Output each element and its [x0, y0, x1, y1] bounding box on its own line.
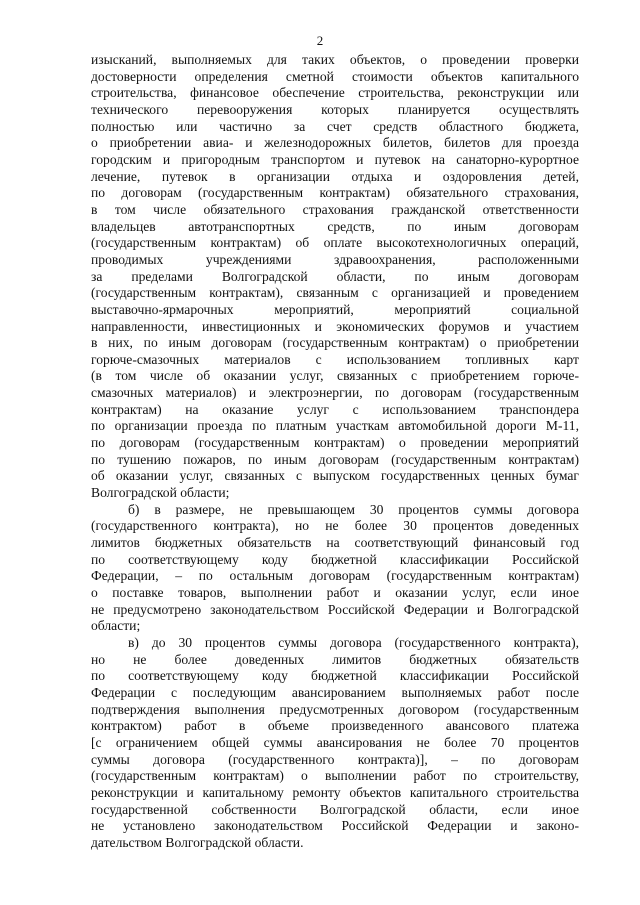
text-line: контрактом) работ в объеме произведенного авансового платежа [91, 718, 579, 734]
text-line: (государственным контрактам) о выполнении работ по строительству, [91, 768, 579, 784]
text-line: реконструкции и капитальному ремонту объектов капитального строительства [91, 784, 579, 800]
text-line: (государственного контракта), но не более 30 процентов доведенных [91, 518, 579, 534]
text-line: лечение, путевок в организации отдыха и оздоровления детей, [91, 168, 579, 184]
text-line: не установлено законодательством Российской Федерации и законо- [91, 818, 579, 834]
text-line: горюче-смазочных материалов с использованием топливных карт [91, 351, 579, 367]
text-line: подтверждения выполнения предусмотренных договором (государственным [91, 701, 579, 717]
text-line: Федерации с последующим авансированием выполняемых работ после [91, 684, 579, 700]
text-line: (в том числе об оказании услуг, связанных с приобретением горюче- [91, 368, 579, 384]
text-line: смазочных материалов) и электроэнергии, по договорам (государственным [91, 385, 579, 401]
text-line: в том числе обязательного страхования гражданской ответственности [91, 201, 579, 217]
text-line: Волгоградской области; [91, 485, 230, 501]
text-line: по организации проезда по платным участкам автомобильной дороги М-11, [91, 418, 579, 434]
text-line: государственной собственности Волгоградской области, если иное [91, 801, 579, 817]
text-line: проводимых учреждениями здравоохранения, расположенными [91, 251, 579, 267]
text-line: выставочно-ярмарочных мероприятий, мероприятий социальной [91, 301, 579, 317]
text-line: суммы договора (государственного контракта)], – по договорам [91, 751, 579, 767]
text-line: по договорам (государственным контрактам) о проведении мероприятий [91, 435, 579, 451]
text-line: Федерации, – по остальным договорам (государственным контрактам) [91, 568, 579, 584]
text-line: владельцев автотранспортных средств, по иным договорам [91, 218, 579, 234]
text-line: о поставке товаров, выполнении работ и оказании услуг, если иное [91, 585, 579, 600]
text-line: не предусмотрено законодательством Российской Федерации и Волгоградской [91, 601, 579, 617]
text-line: об оказании услуг, связанных с выпуском государственных ценных бумаг [91, 468, 579, 484]
text-line: в) до 30 процентов суммы договора (государственного контракта), [128, 634, 579, 650]
text-line: строительства, финансовое обеспечение строительства, реконструкции или [91, 85, 579, 101]
text-line: лимитов бюджетных обязательств на соответствующий финансовый год [91, 535, 579, 551]
text-line: изысканий, выполняемых для таких объектов, о проведении проверки [91, 52, 579, 67]
text-line: по договорам (государственным контрактам) обязательного страхования, [91, 185, 579, 201]
text-line: направленности, инвестиционных и экономических форумов и участием [91, 318, 579, 334]
text-line: области; [91, 618, 141, 634]
text-line: по соответствующему коду бюджетной классификации Российской [91, 668, 579, 684]
text-line: технического перевооружения которых планируется осуществлять [91, 101, 579, 117]
text-line: дательством Волгоградской области. [91, 834, 304, 850]
text-line: [с ограничением общей суммы авансирования не более 70 процентов [91, 734, 579, 750]
body-text [91, 52, 579, 852]
text-line: (государственным контрактам) об оплате высокотехнологичных операций, [91, 235, 579, 251]
text-line: о приобретении авиа- и железнодорожных билетов, билетов для проезда [91, 135, 579, 151]
text-line: (государственным контрактам), связанным с организацией и проведением [91, 285, 579, 301]
text-line: полностью или частично за счет средств областного бюджета, [91, 118, 579, 134]
text-line: но не более доведенных лимитов бюджетных обязательств [91, 651, 579, 667]
text-line: за пределами Волгоградской области, по иным договорам [91, 268, 579, 284]
text-line: контрактам) на оказание услуг с использованием транспондера [91, 401, 579, 417]
text-line: в них, по иным договорам (государственным контрактам) о приобретении [91, 335, 579, 351]
text-line: по соответствующему коду бюджетной классификации Российской [91, 551, 579, 567]
text-line: б) в размере, не превышающем 30 процентов суммы договора [128, 501, 579, 517]
text-line: достоверности определения сметной стоимости объектов капитального [91, 68, 579, 84]
text-line: по тушению пожаров, по иным договорам (государственным контрактам) [91, 451, 579, 467]
page-number: 2 [316, 33, 324, 48]
text-line: городским и пригородным транспортом и путевок на санаторно-курортное [91, 151, 579, 167]
